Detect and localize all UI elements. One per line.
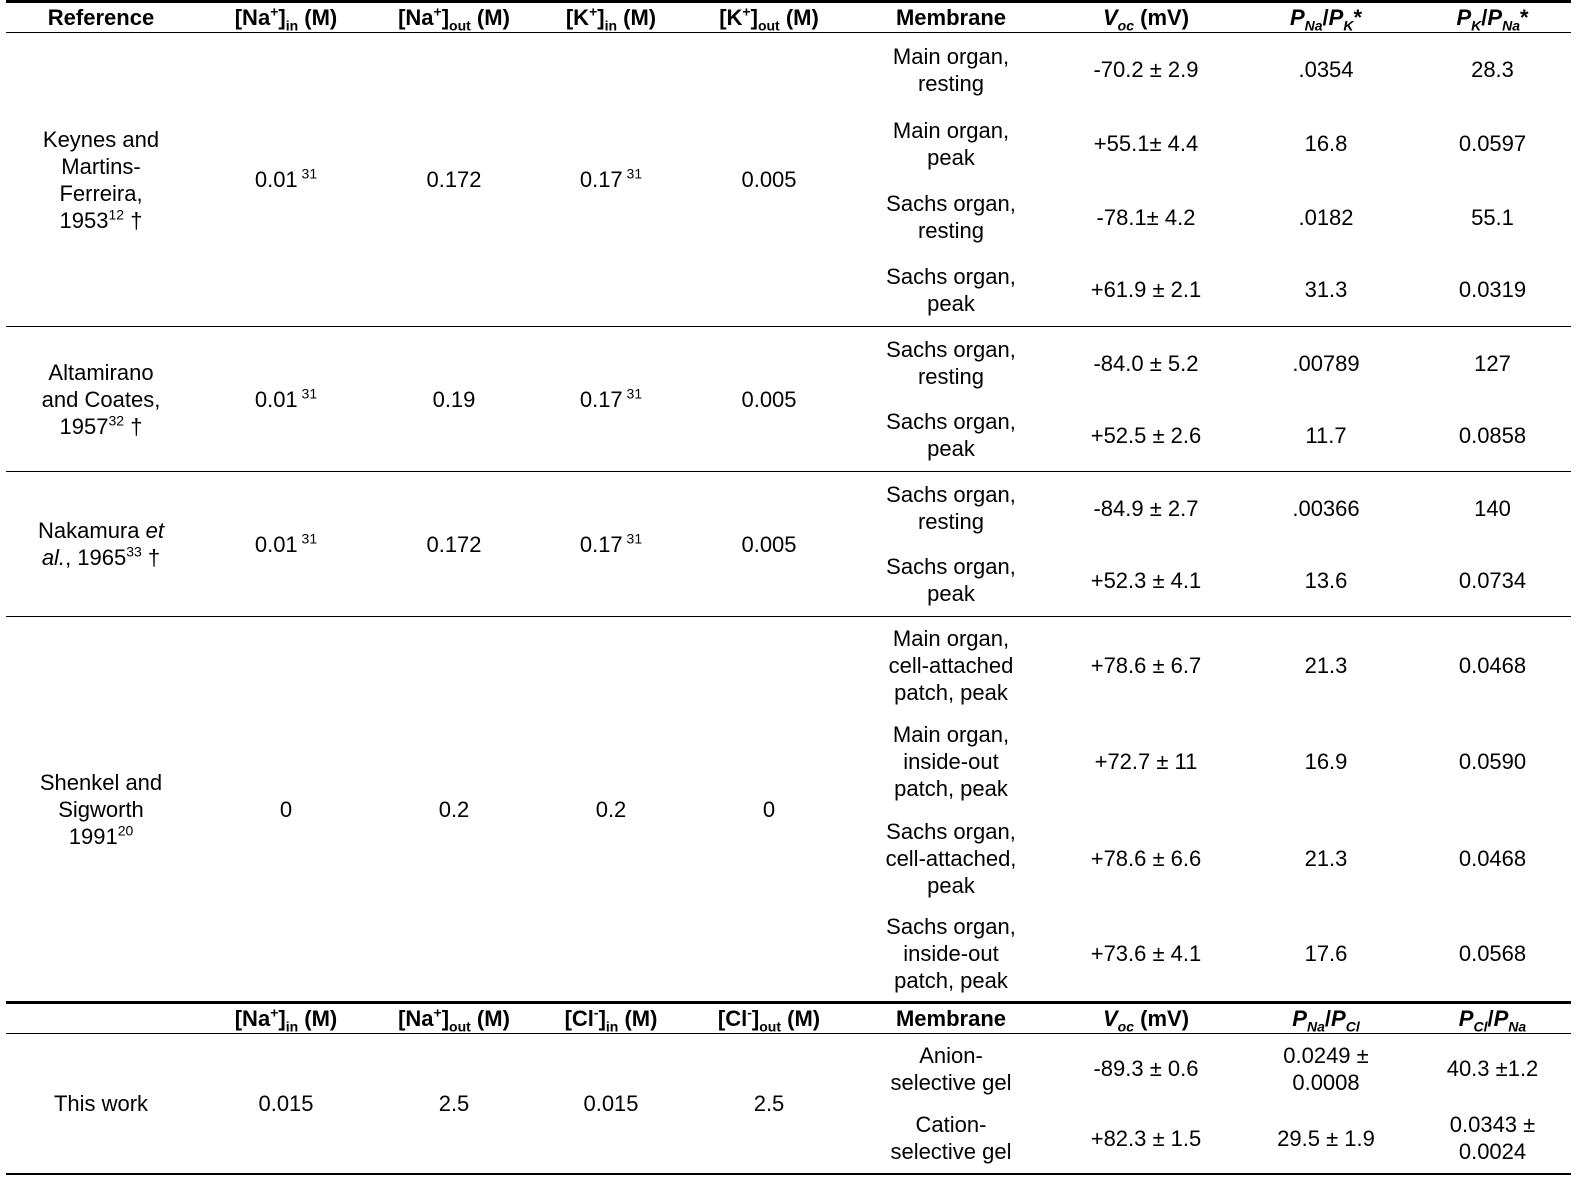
header-row-this-work (6, 1003, 1571, 1034)
membrane-cell: Sachs organ, resting (886, 337, 1016, 390)
cl-out-cell: 2.5 (753, 1090, 785, 1116)
ratio1-cell: .0354 (1298, 57, 1354, 83)
na-out-cell: 2.5 (438, 1090, 470, 1116)
ratio2-cell: 0.0468 (1458, 652, 1527, 678)
reference-cell: This work (53, 1090, 149, 1116)
table-row (6, 1034, 1571, 1104)
header2-ratio-na-cl: $P_{Na}/P_{Cl}$ (1238, 1003, 1414, 1034)
k-in-cell: 0.2 (595, 796, 627, 822)
membrane-cell: Sachs organ, peak (886, 409, 1016, 462)
header-membrane: Membrane (848, 2, 1054, 33)
ratio2-cell: 0.0343 ± 0.0024 (1449, 1112, 1536, 1164)
membrane-cell: Main organ, resting (892, 43, 1010, 96)
k-in-cell: 0.17 $^{31}$ (579, 530, 643, 557)
ratio2-cell: 0.0734 (1458, 567, 1527, 593)
na-in-cell: 0.01 $^{31}$ (254, 385, 318, 412)
ratio1-cell: .0182 (1298, 204, 1354, 230)
ratio1-cell: 21.3 (1304, 845, 1348, 871)
ratio1-cell: 16.8 (1304, 131, 1348, 156)
membrane-cell: Sachs organ, peak (886, 263, 1016, 316)
header2-membrane: Membrane (848, 1003, 1054, 1034)
ratio2-cell: 0.0858 (1458, 422, 1527, 448)
voc-cell: +78.6 ± 6.7 (1090, 652, 1202, 678)
membrane-cell: Sachs organ, peak (886, 554, 1016, 607)
reference-cell: Keynes and Martins- Ferreira, 1953$^{12}$ † (42, 126, 160, 233)
voc-cell: -70.2 ± 2.9 (1093, 57, 1199, 83)
header2-voc: $V_{oc}$ (mV) (1054, 1003, 1238, 1034)
na-in-cell: 0.015 (258, 1090, 314, 1116)
na-in-cell: 0.01 $^{31}$ (254, 165, 318, 192)
na-out-cell: 0.2 (438, 796, 470, 822)
k-out-cell: 0 (762, 796, 776, 822)
header2-na-in: $[Na^+]_{in}$ (M) (196, 1003, 376, 1034)
ratio1-cell: 16.9 (1304, 749, 1348, 774)
ratio2-cell: 0.0568 (1458, 941, 1527, 967)
reference-cell: Shenkel and Sigworth 1991$^{20}$ (39, 769, 163, 849)
voc-cell: -84.0 ± 5.2 (1093, 350, 1199, 376)
ratio1-cell: 21.3 (1304, 652, 1348, 678)
header2-cl-in: $[Cl^-]_{in}$ (M) (532, 1003, 690, 1034)
na-out-cell: 0.19 (432, 386, 476, 412)
header-na-out: $[Na^+]_{out}$ (M) (376, 2, 532, 33)
voc-cell: +52.5 ± 2.6 (1090, 422, 1202, 448)
na-out-cell: 0.172 (426, 531, 482, 557)
voc-cell: +52.3 ± 4.1 (1090, 567, 1202, 593)
table-row (6, 33, 1571, 107)
k-out-cell: 0.005 (741, 531, 797, 557)
ratio2-cell: 127 (1474, 350, 1511, 376)
table-row (6, 327, 1571, 400)
k-in-cell: 0.17 $^{31}$ (579, 385, 643, 412)
table-row (6, 617, 1571, 714)
membrane-cell: Sachs organ, cell-attached, peak (885, 818, 1017, 898)
membrane-cell: Sachs organ, inside-out patch, peak (886, 914, 1016, 994)
header-ratio-k-na: $P_K/P_{Na}*$ (1414, 2, 1571, 33)
voc-cell: +78.6 ± 6.6 (1090, 845, 1202, 871)
na-in-cell: 0 (279, 796, 293, 822)
membrane-cell: Anion- selective gel (890, 1042, 1012, 1095)
ratio2-cell: 28.3 (1471, 57, 1514, 83)
voc-cell: +72.7 ± 11 (1094, 749, 1198, 774)
ratio1-cell: 0.0249 ± 0.0008 (1283, 1042, 1369, 1095)
ratio2-cell: 40.3 ±1.2 (1446, 1056, 1539, 1082)
voc-cell: +73.6 ± 4.1 (1090, 941, 1202, 967)
header-row (6, 2, 1571, 33)
ratio2-cell: 0.0468 (1458, 845, 1527, 871)
k-in-cell: 0.17 $^{31}$ (579, 165, 643, 192)
membrane-cell: Sachs organ, resting (886, 191, 1016, 243)
na-out-cell: 0.172 (426, 167, 482, 192)
voc-cell: +55.1± 4.4 (1093, 131, 1199, 156)
reference-cell: Nakamura et al., 1965$^{33}$ † (38, 518, 164, 570)
voc-cell: +61.9 ± 2.1 (1090, 277, 1202, 303)
ratio2-cell: 0.0597 (1458, 131, 1527, 156)
header-voc: $V_{oc}$ (mV) (1054, 2, 1238, 33)
cl-in-cell: 0.015 (583, 1090, 639, 1116)
voc-cell: -84.9 ± 2.7 (1093, 495, 1199, 521)
header-na-in: $[Na^+]_{in}$ (M) (196, 2, 376, 33)
ratio2-cell: 55.1 (1471, 204, 1514, 230)
ratio1-cell: .00366 (1292, 495, 1360, 521)
ratio1-cell: 29.5 ± 1.9 (1277, 1125, 1375, 1151)
ratio1-cell: .00789 (1292, 350, 1360, 376)
membrane-cell: Main organ, inside-out patch, peak (892, 722, 1010, 801)
na-in-cell: 0.01 $^{31}$ (254, 530, 318, 557)
header2-cl-out: $[Cl^-]_{out}$ (M) (690, 1003, 848, 1034)
header2-na-out: $[Na^+]_{out}$ (M) (376, 1003, 532, 1034)
permeability-table (6, 0, 1571, 1175)
ratio1-cell: 31.3 (1304, 277, 1348, 303)
ratio2-cell: 140 (1474, 495, 1511, 521)
membrane-cell: Sachs organ, resting (886, 482, 1016, 535)
ratio1-cell: 11.7 (1305, 422, 1347, 448)
voc-cell: -89.3 ± 0.6 (1093, 1056, 1199, 1082)
ratio1-cell: 17.6 (1304, 941, 1348, 967)
header2-ratio-cl-na: $P_{Cl}/P_{Na}$ (1414, 1003, 1571, 1034)
ratio1-cell: 13.6 (1304, 567, 1348, 593)
ratio2-cell: 0.0590 (1458, 749, 1527, 774)
header-empty (6, 1003, 196, 1034)
ratio2-cell: 0.0319 (1458, 277, 1527, 303)
table-row (6, 472, 1571, 545)
header-k-in: $[K^+]_{in}$ (M) (532, 2, 690, 33)
membrane-cell: Main organ, cell-attached patch, peak (888, 625, 1014, 705)
reference-cell: Altamirano and Coates, 1957$^{32}$ † (41, 359, 161, 439)
voc-cell: +82.3 ± 1.5 (1090, 1125, 1202, 1151)
membrane-cell: Cation- selective gel (890, 1112, 1012, 1164)
k-out-cell: 0.005 (741, 167, 797, 192)
header-reference: Reference (6, 2, 196, 33)
membrane-cell: Main organ, peak (892, 117, 1010, 170)
k-out-cell: 0.005 (741, 386, 797, 412)
header-k-out: $[K^+]_{out}$ (M) (690, 2, 848, 33)
header-ratio-na-k: $P_{Na}/P_K*$ (1238, 2, 1414, 33)
voc-cell: -78.1± 4.2 (1096, 204, 1196, 230)
